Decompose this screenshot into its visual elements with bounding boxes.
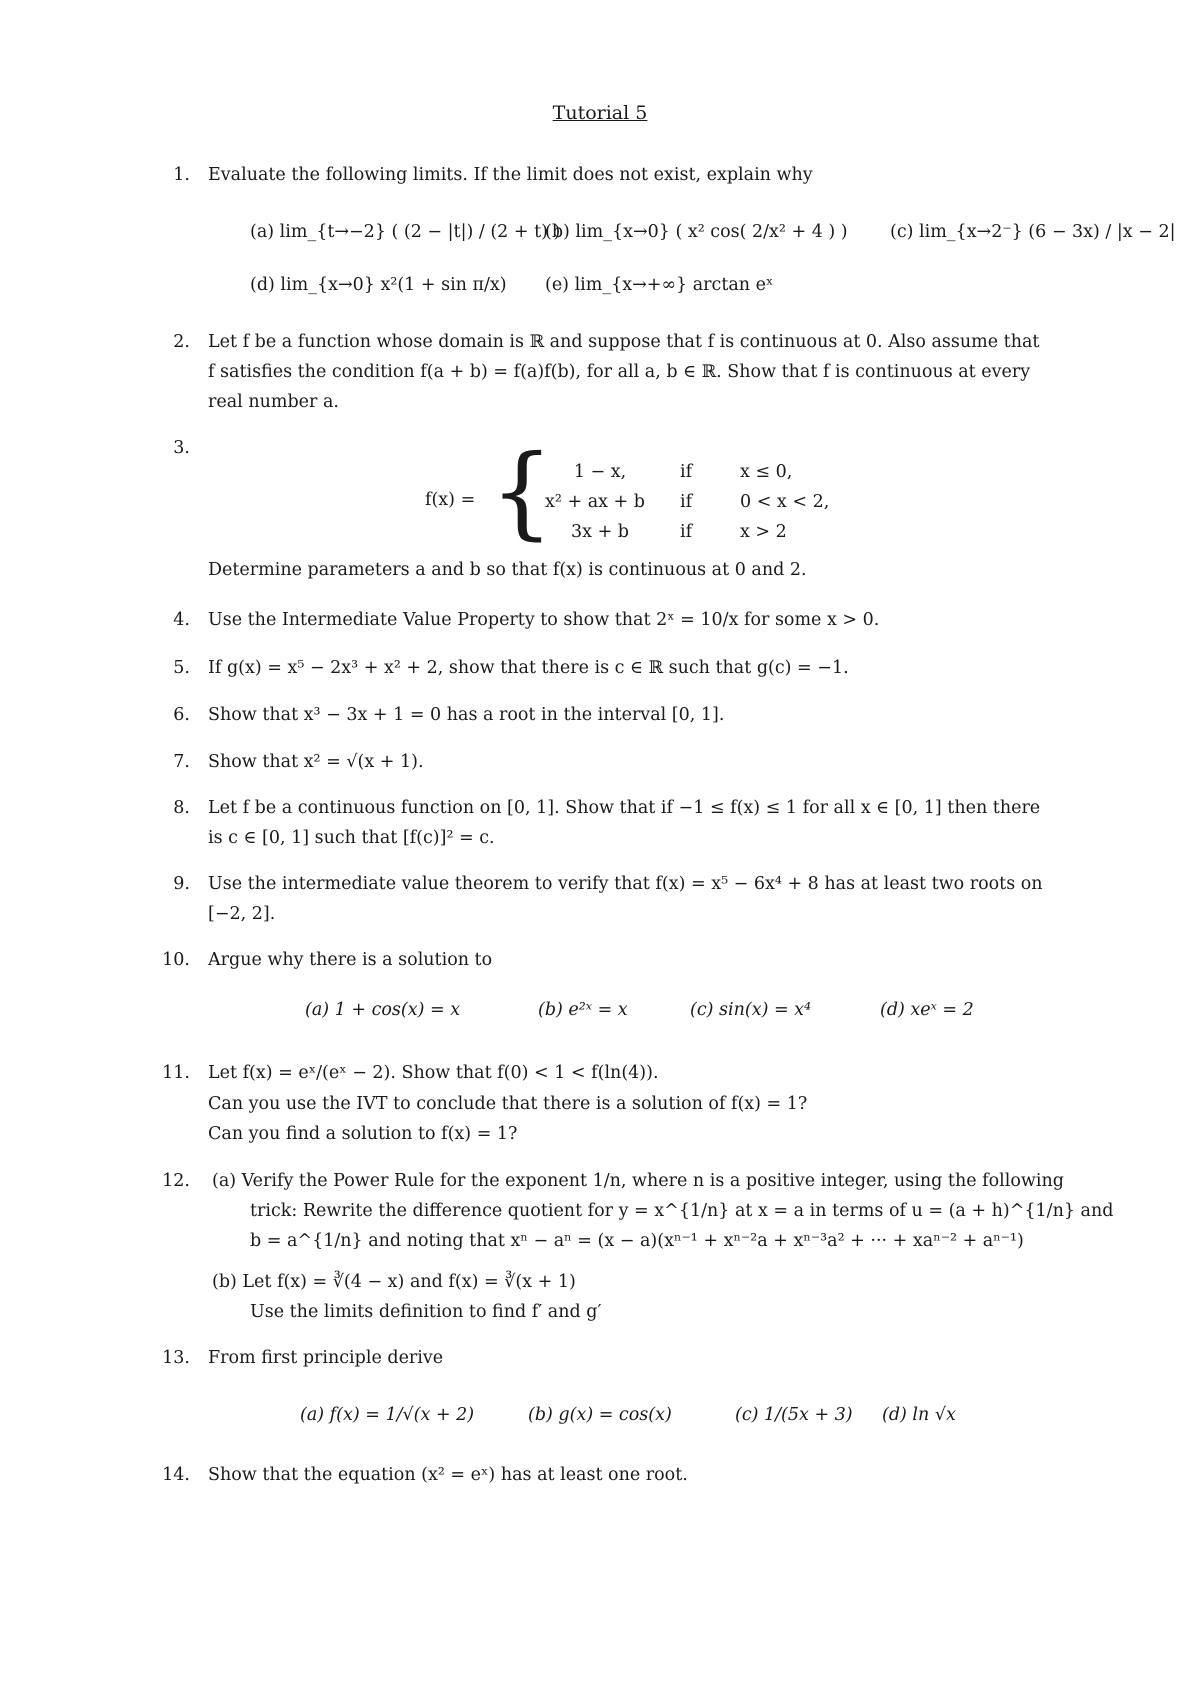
problem-10c: (c) sin(x) = x⁴ bbox=[690, 1000, 812, 1020]
case-1-if: if bbox=[680, 462, 693, 482]
problem-6-number: 6. bbox=[173, 705, 190, 725]
problem-6-text: Show that x³ − 3x + 1 = 0 has a root in the interval [0, 1]. bbox=[208, 705, 725, 725]
problem-8-line-1: Let f be a continuous function on [0, 1]. Show that if −1 ≤ f(x) ≤ 1 for all x ∈ [0, 1] then there bbox=[208, 798, 1041, 818]
problem-1-number: 1. bbox=[173, 165, 190, 185]
problem-1-text: Evaluate the following limits. If the limit does not exist, explain why bbox=[208, 165, 813, 185]
page-title: Tutorial 5 bbox=[552, 102, 648, 124]
problem-4-text: Use the Intermediate Value Property to show that 2ˣ = 10/x for some x > 0. bbox=[208, 610, 880, 630]
problem-13a: (a) f(x) = 1/√(x + 2) bbox=[300, 1405, 475, 1425]
problem-9-line-2: [−2, 2]. bbox=[208, 904, 276, 924]
case-1-cond: x ≤ 0, bbox=[740, 462, 793, 482]
problem-11-line-2: Can you use the IVT to conclude that there is a solution of f(x) = 1? bbox=[208, 1094, 808, 1114]
problem-12a-line-1: (a) Verify the Power Rule for the exponent 1/n, where n is a positive integer, using the following bbox=[212, 1171, 1064, 1191]
problem-13d: (d) ln √x bbox=[882, 1405, 956, 1425]
problem-11-line-3: Can you find a solution to f(x) = 1? bbox=[208, 1124, 518, 1144]
problem-4-number: 4. bbox=[173, 610, 190, 630]
problem-2-line-3: real number a. bbox=[208, 392, 339, 412]
problem-8-line-2: is c ∈ [0, 1] such that [f(c)]² = c. bbox=[208, 828, 495, 848]
problem-1b: (b) lim_{x→0} ( x² cos( 2/x² + 4 ) ) bbox=[545, 222, 848, 242]
problem-10-text: Argue why there is a solution to bbox=[208, 950, 493, 970]
case-2-expr: x² + ax + b bbox=[545, 492, 645, 512]
problem-14-text: Show that the equation (x² = eˣ) has at least one root. bbox=[208, 1465, 688, 1485]
problem-1d: (d) lim_{x→0} x²(1 + sin π/x) bbox=[250, 275, 507, 295]
problem-5-text: If g(x) = x⁵ − 2x³ + x² + 2, show that there is c ∈ ℝ such that g(c) = −1. bbox=[208, 658, 849, 678]
problem-7-text: Show that x² = √(x + 1). bbox=[208, 752, 424, 772]
problem-10a: (a) 1 + cos(x) = x bbox=[305, 1000, 461, 1020]
problem-13c: (c) 1/(5x + 3) bbox=[735, 1405, 853, 1425]
problem-7-number: 7. bbox=[173, 752, 190, 772]
problem-3-text: Determine parameters a and b so that f(x) is continuous at 0 and 2. bbox=[208, 560, 807, 580]
problem-12a-line-3: b = a^{1/n} and noting that xⁿ − aⁿ = (x − a)(xⁿ⁻¹ + xⁿ⁻²a + xⁿ⁻³a² + ··· + xaⁿ⁻² + aⁿ⁻¹) bbox=[250, 1231, 1024, 1251]
problem-12a-line-2: trick: Rewrite the difference quotient for y = x^{1/n} at x = a in terms of u = (a + h)^{1/n} and bbox=[250, 1201, 1114, 1221]
case-3-if: if bbox=[680, 522, 693, 542]
case-1-expr: 1 − x, bbox=[573, 462, 627, 482]
problem-10b: (b) e²ˣ = x bbox=[538, 1000, 628, 1020]
problem-10-number: 10. bbox=[162, 950, 190, 970]
piecewise-brace: { bbox=[490, 433, 554, 550]
problem-14-number: 14. bbox=[162, 1465, 190, 1485]
problem-9-number: 9. bbox=[173, 874, 190, 894]
case-2-if: if bbox=[680, 492, 693, 512]
problem-2-number: 2. bbox=[173, 332, 190, 352]
problem-12-number: 12. bbox=[162, 1171, 190, 1191]
problem-11-number: 11. bbox=[162, 1063, 190, 1083]
piecewise-lhs: f(x) = bbox=[425, 490, 476, 510]
problem-12b-line-2: Use the limits definition to find f′ and g′ bbox=[250, 1302, 602, 1322]
problem-5-number: 5. bbox=[173, 658, 190, 678]
problem-2-line-1: Let f be a function whose domain is ℝ and suppose that f is continuous at 0. Also assume that bbox=[208, 332, 1040, 352]
problem-12b-line-1: (b) Let f(x) = ∛(4 − x) and f(x) = ∛(x + 1) bbox=[212, 1272, 576, 1292]
problem-9-line-1: Use the intermediate value theorem to verify that f(x) = x⁵ − 6x⁴ + 8 has at least two roots on bbox=[208, 874, 1043, 894]
problem-13b: (b) g(x) = cos(x) bbox=[528, 1405, 672, 1425]
problem-1e: (e) lim_{x→+∞} arctan eˣ bbox=[545, 275, 774, 295]
case-3-expr: 3x + b bbox=[571, 522, 629, 542]
problem-2-line-2: f satisfies the condition f(a + b) = f(a)f(b), for all a, b ∈ ℝ. Show that f is continuous at every bbox=[208, 362, 1031, 382]
problem-13-number: 13. bbox=[162, 1348, 190, 1368]
case-2-cond: 0 < x < 2, bbox=[740, 492, 830, 512]
problem-10d: (d) xeˣ = 2 bbox=[880, 1000, 974, 1020]
problem-11-line-1: Let f(x) = eˣ/(eˣ − 2). Show that f(0) < 1 < f(ln(4)). bbox=[208, 1063, 659, 1083]
problem-1a: (a) lim_{t→−2} ( (2 − |t|) / (2 + t) ) bbox=[250, 222, 561, 242]
case-3-cond: x > 2 bbox=[740, 522, 787, 542]
problem-13-text: From first principle derive bbox=[208, 1348, 444, 1368]
problem-8-number: 8. bbox=[173, 798, 190, 818]
problem-1c: (c) lim_{x→2⁻} (6 − 3x) / |x − 2| bbox=[890, 222, 1176, 242]
problem-3-number: 3. bbox=[173, 438, 190, 458]
